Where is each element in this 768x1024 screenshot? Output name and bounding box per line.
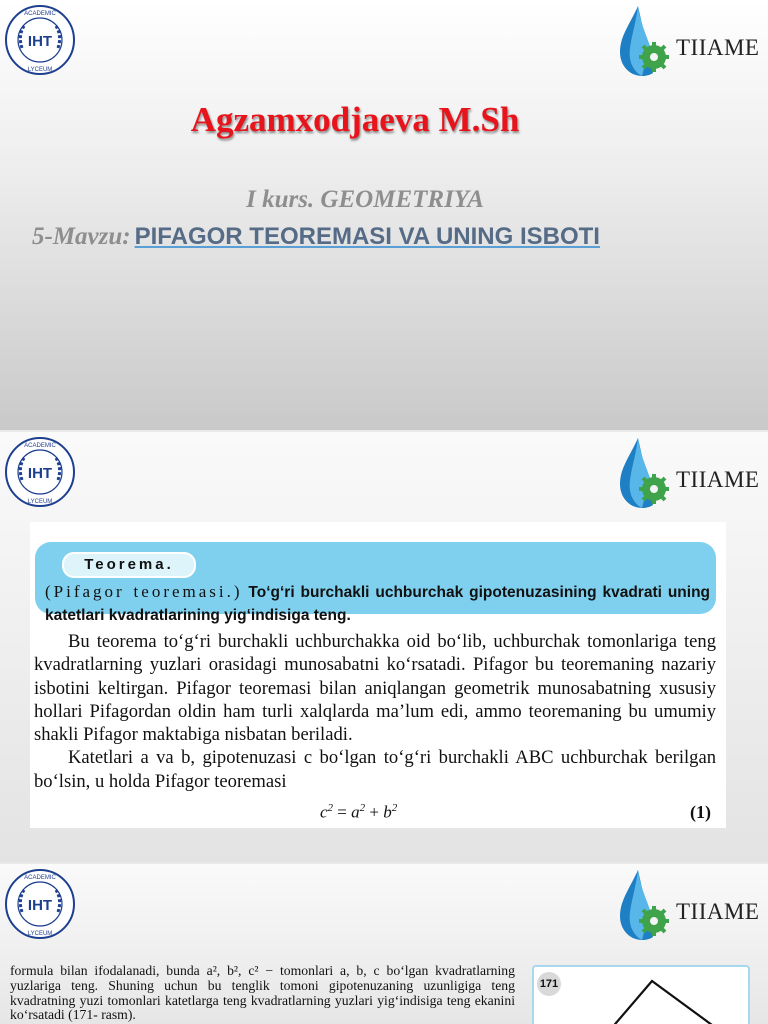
figure-number-badge: 171: [537, 972, 561, 996]
lyceum-top-text: ACADEMIC: [24, 443, 56, 449]
theorem-slide: [0, 432, 768, 862]
tiiame-logo: [616, 434, 766, 514]
equation-number: (1): [690, 802, 711, 822]
pythagorean-formula: [320, 802, 397, 823]
topic-line: [32, 223, 600, 251]
formula-equals: =: [333, 802, 352, 822]
lyceum-top-text: ACADEMIC: [24, 11, 56, 17]
topic-title[interactable]: PIFAGOR TEOREMASI VA UNING ISBOTI: [134, 223, 600, 250]
water-drop-gear-icon: [616, 2, 676, 82]
exponent-a: 2: [359, 802, 366, 814]
lyceum-top-text: ACADEMIC: [24, 875, 56, 881]
formula-a: a: [351, 802, 360, 822]
continuation-slide: [0, 864, 768, 1024]
academic-lyceum-logo: [4, 4, 76, 76]
tiiame-logo: [616, 866, 766, 946]
exponent-c: 2: [327, 802, 334, 814]
tiiame-name: TIIAME: [676, 35, 760, 60]
formula-b: b: [383, 802, 392, 822]
explanation-text: [34, 630, 716, 793]
exponent-b: 2: [391, 802, 398, 814]
triangle-figure-icon: [534, 967, 748, 1024]
formula-c: c: [320, 802, 328, 822]
author-name: Agzamxodjaeva M.Sh: [190, 100, 520, 139]
water-drop-gear-icon: [616, 434, 676, 514]
title-slide: [0, 0, 768, 430]
paragraph-2: Katetlari a va b, gipotenuzasi c bo‘lgan to‘g‘ri burchakli ABC uchburchak berilgan bo‘lsin, u holda Pifagor teoremasi: [34, 747, 716, 792]
lyceum-initials: IHT: [27, 465, 53, 482]
theorem-statement: [45, 581, 710, 627]
theorem-label: Teorema.: [62, 552, 196, 578]
continued-paragraph: formula bilan ifodalanadi, bunda a², b², c² − tomonlari a, b, c bo‘lgan kvadratlarning yuzlariga teng. Shuning uchun bu tenglik tomoni gipotenuzaning uzunligiga teng kvadratning yuzi tomonlari katetlarga teng kvadratlarning yuzlari yig‘indisiga teng ekanini ko‘rsatadi (171- rasm).: [10, 964, 515, 1023]
course-title: I kurs. GEOMETRIYA: [246, 186, 484, 213]
tiiame-name: TIIAME: [676, 899, 760, 924]
lyceum-initials: IHT: [27, 33, 53, 50]
tiiame-logo: [616, 2, 766, 82]
paragraph-1: Bu teorema to‘g‘ri burchakli uchburchakka oid bo‘lib, uchburchak tomonlariga teng kvadratlarning yuzlari orasidagi munosabatni ko‘rsatadi. Pifagor bu teoremaning nazariy isbotini keltirgan. Pifagor teoremasi bilan aniqlangan geometrik munosabatning xususiy hollari Pifagordan oldin ham turli xalqlarda ma’lum edi, ammo teoremaning bu umumiy shakli Pifagor maktabiga nisbatan beriladi.: [34, 631, 716, 746]
textbook-page: [30, 522, 726, 828]
tiiame-name: TIIAME: [676, 467, 760, 492]
lyceum-bottom-text: LYCEUM: [27, 931, 53, 937]
continued-text-block: [10, 964, 515, 1024]
topic-prefix: 5-Mavzu:: [32, 223, 131, 250]
theorem-body: To‘g‘ri burchakli uchburchak gipotenuzasining kvadrati uning katetlari kvadratlarining yig‘indisiga teng.: [45, 584, 710, 624]
academic-lyceum-logo: [4, 868, 76, 940]
lyceum-bottom-text: LYCEUM: [27, 67, 53, 73]
academic-lyceum-logo: [4, 436, 76, 508]
lyceum-initials: IHT: [27, 897, 53, 914]
formula-plus: +: [365, 802, 384, 822]
lyceum-bottom-text: LYCEUM: [27, 499, 53, 505]
theorem-intro: (Pifagor teoremasi.): [45, 582, 243, 601]
water-drop-gear-icon: [616, 866, 676, 946]
theorem-box: [35, 542, 716, 624]
figure-171: [532, 965, 750, 1024]
